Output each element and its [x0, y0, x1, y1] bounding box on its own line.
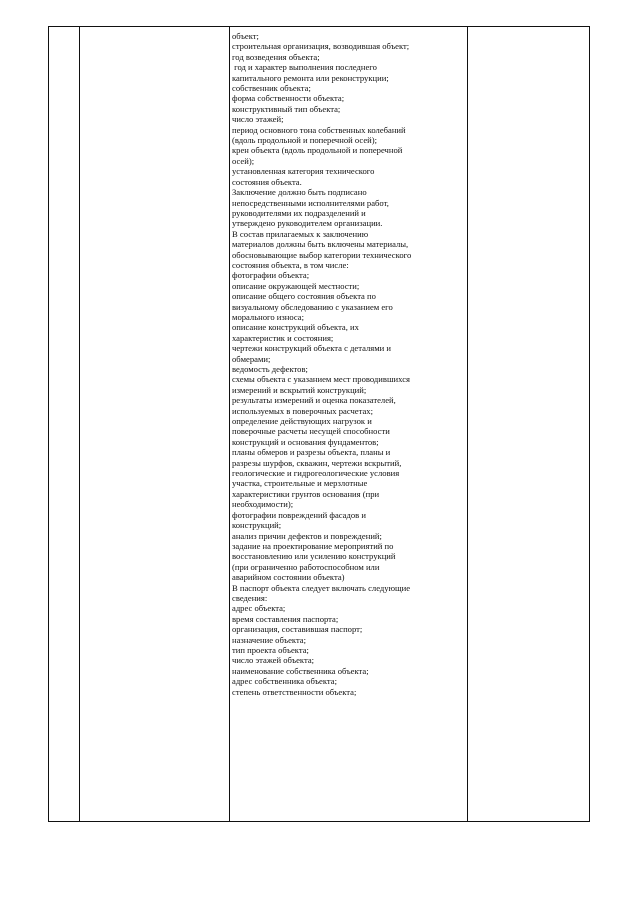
text-line: назначение объекта; — [232, 634, 307, 645]
text-line: число этажей; — [232, 114, 284, 125]
text-line: (при ограниченно работоспособном или — [232, 561, 380, 572]
text-line: строительная организация, возводившая объект; — [232, 41, 410, 52]
text-line: конструкций; — [232, 520, 282, 531]
text-line: чертежи конструкций объекта с деталями и — [232, 343, 392, 354]
text-line: капитального ремонта или реконструкции; — [232, 72, 389, 83]
text-line: геологические и гидрогеологические условия — [232, 468, 400, 479]
text-line: схемы объекта с указанием мест проводившихся — [232, 374, 410, 385]
requirements-text-cell — [232, 31, 462, 697]
text-line: год и характер выполнения последнего — [232, 62, 377, 73]
text-line: описание общего состояния объекта по — [232, 291, 376, 302]
text-line: сведения: — [232, 592, 268, 603]
text-line: характеристик и состояния; — [232, 332, 334, 343]
text-line: поверочные расчеты несущей способности — [232, 426, 390, 437]
text-line: необходимости); — [232, 499, 294, 510]
text-line: год возведения объекта; — [232, 51, 320, 62]
text-line: планы обмеров и разрезы объекта, планы и — [232, 447, 391, 458]
text-line: материалов должны быть включены материалы, — [232, 239, 409, 250]
text-line: степень ответственности объекта; — [232, 686, 357, 697]
text-line: морального износа; — [232, 311, 305, 322]
text-line: руководителями их подразделений и — [232, 207, 366, 218]
column-divider — [79, 27, 80, 821]
text-line: непосредственными исполнителями работ, — [232, 197, 389, 208]
text-line: ведомость дефектов; — [232, 364, 308, 374]
text-line: описание конструкций объекта, их — [232, 322, 359, 333]
text-line: время составления паспорта; — [232, 613, 339, 624]
text-line: установленная категория технического — [232, 166, 375, 177]
text-line: восстановлению или усилению конструкций — [232, 551, 396, 562]
text-line: адрес объекта; — [232, 603, 286, 614]
text-line: период основного тона собственных колебаний — [232, 124, 406, 135]
text-line: разрезы шурфов, скважин, чертежи вскрытий, — [232, 457, 402, 468]
text-line: фотографии объекта; — [232, 270, 310, 281]
text-line: задание на проектирование мероприятий по — [232, 540, 394, 551]
text-line: измерений и вскрытий конструкций; — [232, 384, 367, 395]
text-line: осей); — [232, 155, 255, 166]
text-line: крен объекта (вдоль продольной и поперечной — [232, 145, 403, 156]
text-line: результаты измерений и оценка показателей, — [232, 395, 396, 406]
column-divider — [467, 27, 468, 821]
text-line: организация, составившая паспорт; — [232, 624, 363, 635]
text-line: характеристики грунтов основания (при — [232, 488, 380, 499]
text-line: используемых в поверочных расчетах; — [232, 405, 373, 416]
text-line: наименование собственника объекта; — [232, 665, 369, 676]
text-line: число этажей объекта; — [232, 655, 315, 666]
text-line: визуальному обследованию с указанием его — [232, 301, 393, 312]
text-line: состояния объекта, в том числе: — [232, 259, 349, 270]
text-line: обосновывающие выбор категории технического — [232, 249, 412, 260]
text-line: адрес собственника объекта; — [232, 676, 337, 687]
text-line: конструкций и основания фундаментов; — [232, 436, 379, 447]
text-line: состояния объекта. — [232, 176, 302, 187]
text-line: тип проекта объекта; — [232, 644, 309, 655]
text-line: В паспорт объекта следует включать следующие — [232, 582, 411, 593]
text-line: Заключение должно быть подписано — [232, 187, 367, 198]
document-table — [48, 26, 590, 822]
text-line: обмерами; — [232, 353, 271, 364]
text-line: участка, строительные и мерзлотные — [232, 478, 368, 489]
text-line: форма собственности объекта; — [232, 93, 345, 104]
text-line: анализ причин дефектов и повреждений; — [232, 530, 382, 541]
text-line: В состав прилагаемых к заключению — [232, 228, 369, 239]
text-line: описание окружающей местности; — [232, 280, 360, 291]
text-line: (вдоль продольной и поперечной осей); — [232, 135, 377, 146]
text-line: собственник объекта; — [232, 83, 311, 94]
column-divider — [229, 27, 230, 821]
text-line: определение действующих нагрузок и — [232, 416, 372, 427]
text-line: объект; — [232, 31, 259, 41]
text-line: аварийном состоянии объекта) — [232, 572, 345, 583]
text-line: конструктивный тип объекта; — [232, 103, 341, 114]
text-line: фотографии повреждений фасадов и — [232, 509, 366, 520]
text-line: утверждено руководителем организации. — [232, 218, 383, 229]
